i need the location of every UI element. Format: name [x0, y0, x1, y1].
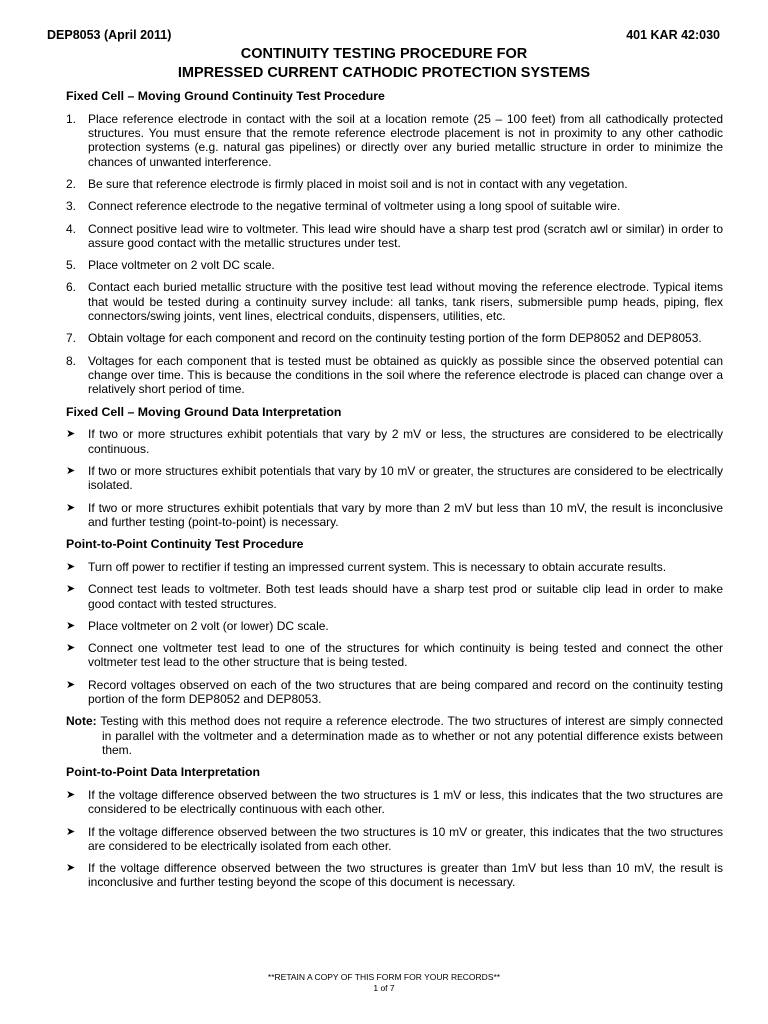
list-item-text: Connect test leads to voltmeter. Both test leads should have a sharp test prod or suitable clip lead in order to make good contact with tested structures.: [88, 582, 723, 611]
arrowhead-bullet-icon: ➤: [66, 788, 76, 801]
arrowhead-bullet-icon: ➤: [66, 583, 76, 596]
step-number: 8.: [66, 353, 77, 368]
arrowhead-bullet-icon: ➤: [66, 428, 76, 441]
step-number: 5.: [66, 258, 77, 273]
step-text: Be sure that reference electrode is firmly placed in moist soil and is not in contact with any vegetation.: [88, 176, 628, 191]
procedure-step: [66, 177, 723, 191]
step-text: Connect positive lead wire to voltmeter. This lead wire should have a sharp test prod (scratch awl or similar) in order to assure good contact with the metallic structures under test.: [88, 221, 723, 250]
arrowhead-bullet-icon: ➤: [66, 825, 76, 838]
list-item: [66, 464, 723, 493]
form-number: DEP8053 (April 2011): [47, 28, 172, 42]
document-body: [66, 89, 723, 898]
step-number: 2.: [66, 176, 77, 191]
section-heading-fixed-cell-procedure: Fixed Cell – Moving Ground Continuity Test Procedure: [66, 89, 385, 103]
arrowhead-bullet-icon: ➤: [66, 619, 76, 632]
p2p-procedure-list: [66, 560, 723, 706]
step-number: 1.: [66, 111, 77, 126]
procedure-step: [66, 199, 723, 213]
list-item: [66, 501, 723, 530]
list-item: [66, 619, 723, 633]
procedure-step: [66, 331, 723, 345]
step-number: 7.: [66, 331, 77, 346]
document-title: [0, 45, 768, 83]
page-number: 1 of 7: [373, 983, 395, 993]
step-number: 3.: [66, 199, 77, 214]
arrowhead-bullet-icon: ➤: [66, 501, 76, 514]
list-item: [66, 788, 723, 817]
step-text: Obtain voltage for each component and record on the continuity testing portion of the form DEP8052 and DEP8053.: [88, 331, 702, 346]
fixed-cell-procedure-steps: [66, 112, 723, 397]
note-paragraph: [66, 714, 723, 757]
step-text: Place voltmeter on 2 volt DC scale.: [88, 258, 275, 273]
procedure-step: [66, 222, 723, 251]
regulation-reference: 401 KAR 42:030: [626, 28, 720, 42]
list-item-text: Place voltmeter on 2 volt (or lower) DC scale.: [88, 618, 329, 633]
step-text: Voltages for each component that is tested must be obtained as quickly as possible since the observed potential can change over time. This is because the conditions in the soil where the reference electrode is placed can change over a relatively short period of time.: [88, 353, 723, 397]
list-item: [66, 560, 723, 574]
list-item-text: If two or more structures exhibit potentials that vary by more than 2 mV but less than 10 mV, the result is inconclusive and further testing (point-to-point) is necessary.: [88, 500, 723, 529]
list-item: [66, 641, 723, 670]
list-item-text: If the voltage difference observed between the two structures is 1 mV or less, this indicates that the two structures are considered to be electrically continuous with each other.: [88, 787, 723, 817]
list-item-text: Turn off power to rectifier if testing an impressed current system. This is necessary to obtain accurate results.: [88, 559, 667, 574]
list-item-text: If two or more structures exhibit potentials that vary by 2 mV or less, the structures are considered to be electrically continuous.: [88, 427, 723, 456]
note-text: Testing with this method does not require a reference electrode. The two structures of interest are simply connected in parallel with the voltmeter and a determination made as to whether or not any potential difference exists between them.: [100, 714, 723, 757]
procedure-step: [66, 258, 723, 272]
list-item: [66, 678, 723, 707]
list-item-text: If the voltage difference observed between the two structures is 10 mV or greater, this indicates that the two structures are considered to be electrically isolated from each other.: [88, 824, 723, 853]
section-heading-p2p-interpretation: Point-to-Point Data Interpretation: [66, 765, 261, 780]
step-number: 6.: [66, 280, 77, 295]
arrowhead-bullet-icon: ➤: [66, 464, 76, 477]
arrowhead-bullet-icon: ➤: [66, 642, 76, 655]
note-label: Note:: [66, 714, 97, 729]
section-heading-fixed-cell-interpretation: Fixed Cell – Moving Ground Data Interpretation: [66, 404, 342, 419]
procedure-step: [66, 354, 723, 397]
title-line-2: IMPRESSED CURRENT CATHODIC PROTECTION SYSTEMS: [177, 65, 591, 81]
retain-copy-notice: **RETAIN A COPY OF THIS FORM FOR YOUR RECORDS**: [267, 972, 501, 982]
list-item: [66, 427, 723, 456]
step-text: Place reference electrode in contact with the soil at a location remote (25 – 100 feet) from all cathodically protected structures. You must ensure that the remote reference electrode placement is not in proximity to any other cathodic protection systems (e.g. natural gas pipelines) or directly over any buried metallic structure in order to minimize the chances of unwanted interference.: [88, 111, 723, 169]
arrowhead-bullet-icon: ➤: [66, 862, 76, 875]
page-footer: [0, 972, 768, 994]
list-item-text: Connect one voltmeter test lead to one of the structures for which continuity is being tested and connect the other voltmeter test lead to the other structure that is being tested.: [88, 641, 723, 670]
step-text: Connect reference electrode to the negative terminal of voltmeter using a long spool of suitable wire.: [88, 199, 621, 214]
list-item-text: Record voltages observed on each of the two structures that are being compared and record on the continuity testing portion of the form DEP8052 and DEP8053.: [88, 677, 723, 706]
step-text: Contact each buried metallic structure with the positive test lead without moving the reference electrode. Typical items that would be tested during a continuity survey include: all tanks, tank risers, submersible pump heads, piping, flex connectors/swing joints, vent lines, electrical conduits, dispensers, utilities, etc.: [88, 280, 723, 324]
procedure-step: [66, 280, 723, 323]
step-number: 4.: [66, 221, 77, 236]
fixed-cell-interpretation-list: [66, 427, 723, 529]
section-heading-p2p-procedure: Point-to-Point Continuity Test Procedure: [66, 537, 304, 552]
title-line-1: CONTINUITY TESTING PROCEDURE FOR: [240, 46, 528, 62]
list-item-text: If the voltage difference observed between the two structures is greater than 1mV but less than 10 mV, the result is inconclusive and further testing beyond the scope of this document is necessary.: [88, 861, 723, 890]
list-item: [66, 825, 723, 854]
arrowhead-bullet-icon: ➤: [66, 678, 76, 691]
list-item: [66, 582, 723, 611]
procedure-step: [66, 112, 723, 169]
p2p-interpretation-list: [66, 788, 723, 890]
list-item: [66, 861, 723, 890]
list-item-text: If two or more structures exhibit potentials that vary by 10 mV or greater, the structures are considered to be electrically isolated.: [88, 463, 723, 493]
arrowhead-bullet-icon: ➤: [66, 560, 76, 573]
